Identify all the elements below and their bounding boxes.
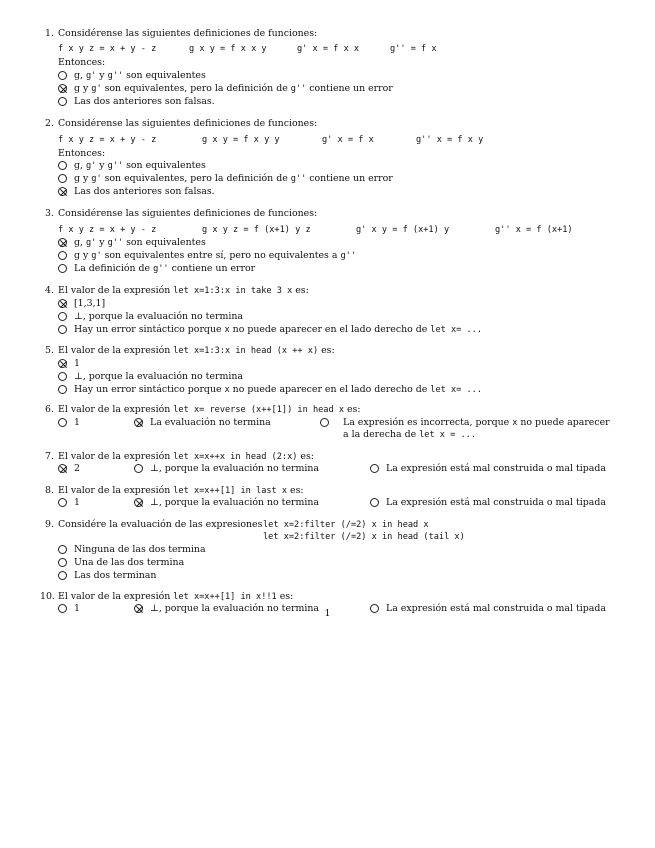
- radio-circle[interactable]: [370, 498, 379, 507]
- radio-circle[interactable]: [58, 372, 67, 381]
- definition: g' x = f x: [322, 135, 374, 145]
- definition: g'' x = f (x+1): [495, 225, 573, 235]
- question-number: 2.: [45, 118, 54, 129]
- question-number: 1.: [45, 28, 54, 39]
- question-text: Considérense las siguientes definiciones de funciones:: [58, 28, 318, 39]
- radio-circle-selected[interactable]: [134, 498, 143, 507]
- question-text: Considérense las siguientes definiciones de funciones:: [58, 118, 318, 129]
- question-text: Considérense las siguientes definiciones de funciones:: [58, 208, 318, 219]
- definition: g' x y = f (x+1) y: [356, 225, 450, 235]
- definition: g'' = f x: [390, 44, 437, 54]
- definition: g' x = f x x: [297, 44, 360, 54]
- radio-circle-selected[interactable]: [58, 359, 67, 368]
- radio-circle[interactable]: [58, 418, 67, 427]
- radio-circle-selected[interactable]: [58, 187, 67, 196]
- question-text: El valor de la expresión let x=x++x in head (2:x) es:: [58, 451, 314, 462]
- expression: let x=2:filter (/=2) x in head (tail x): [263, 532, 465, 542]
- radio-circle-selected[interactable]: [58, 84, 67, 93]
- definition: g x y z = f (x+1) y z: [202, 225, 311, 235]
- radio-circle[interactable]: [134, 464, 143, 473]
- radio-circle-selected[interactable]: [134, 418, 143, 427]
- radio-circle-selected[interactable]: [58, 299, 67, 308]
- question-number: 4.: [45, 285, 54, 296]
- radio-circle[interactable]: [320, 418, 329, 427]
- definition: g x y = f x x y: [189, 44, 267, 54]
- question-number: 8.: [45, 485, 54, 496]
- radio-circle[interactable]: [58, 545, 67, 554]
- question-number: 3.: [45, 208, 54, 219]
- question-number: 10.: [40, 591, 55, 602]
- question-text: El valor de la expresión let x=1:3:x in head (x ++ x) es:: [58, 345, 335, 356]
- question-text: El valor de la expresión let x=x++[1] in x!!1 es:: [58, 591, 294, 602]
- radio-circle[interactable]: [58, 251, 67, 260]
- radio-circle[interactable]: [58, 264, 67, 273]
- entonces-label: Entonces:: [58, 57, 106, 68]
- radio-circle[interactable]: [58, 558, 67, 567]
- radio-circle[interactable]: [58, 385, 67, 394]
- question-number: 6.: [45, 404, 54, 415]
- radio-circle[interactable]: [58, 97, 67, 106]
- question-text: El valor de la expresión let x=x++[1] in last x es:: [58, 485, 304, 496]
- question-number: 5.: [45, 345, 54, 356]
- radio-circle[interactable]: [58, 312, 67, 321]
- radio-circle-selected[interactable]: [58, 464, 67, 473]
- definition: f x y z = x + y - z: [58, 225, 157, 235]
- radio-circle[interactable]: [58, 71, 67, 80]
- radio-circle[interactable]: [58, 161, 67, 170]
- definition: g'' x = f x y: [416, 135, 484, 145]
- radio-circle[interactable]: [58, 498, 67, 507]
- radio-circle[interactable]: [58, 325, 67, 334]
- radio-circle-selected[interactable]: [58, 238, 67, 247]
- question-text: El valor de la expresión let x= reverse (x++[1]) in head x es:: [58, 404, 361, 415]
- question-text: El valor de la expresión let x=1:3:x in take 3 x es:: [58, 285, 309, 296]
- expression: let x=2:filter (/=2) x in head x: [263, 520, 429, 530]
- question-number: 9.: [45, 519, 54, 530]
- page-number: 1: [324, 608, 331, 619]
- definition: f x y z = x + y - z: [58, 135, 157, 145]
- question-text: Considére la evaluación de las expresiones: [58, 519, 263, 530]
- entonces-label: Entonces:: [58, 148, 106, 159]
- definition: f x y z = x + y - z: [58, 44, 157, 54]
- radio-circle[interactable]: [58, 174, 67, 183]
- radio-circle[interactable]: [58, 571, 67, 580]
- definition: g x y = f x y y: [202, 135, 280, 145]
- radio-circle[interactable]: [370, 464, 379, 473]
- question-number: 7.: [45, 451, 54, 462]
